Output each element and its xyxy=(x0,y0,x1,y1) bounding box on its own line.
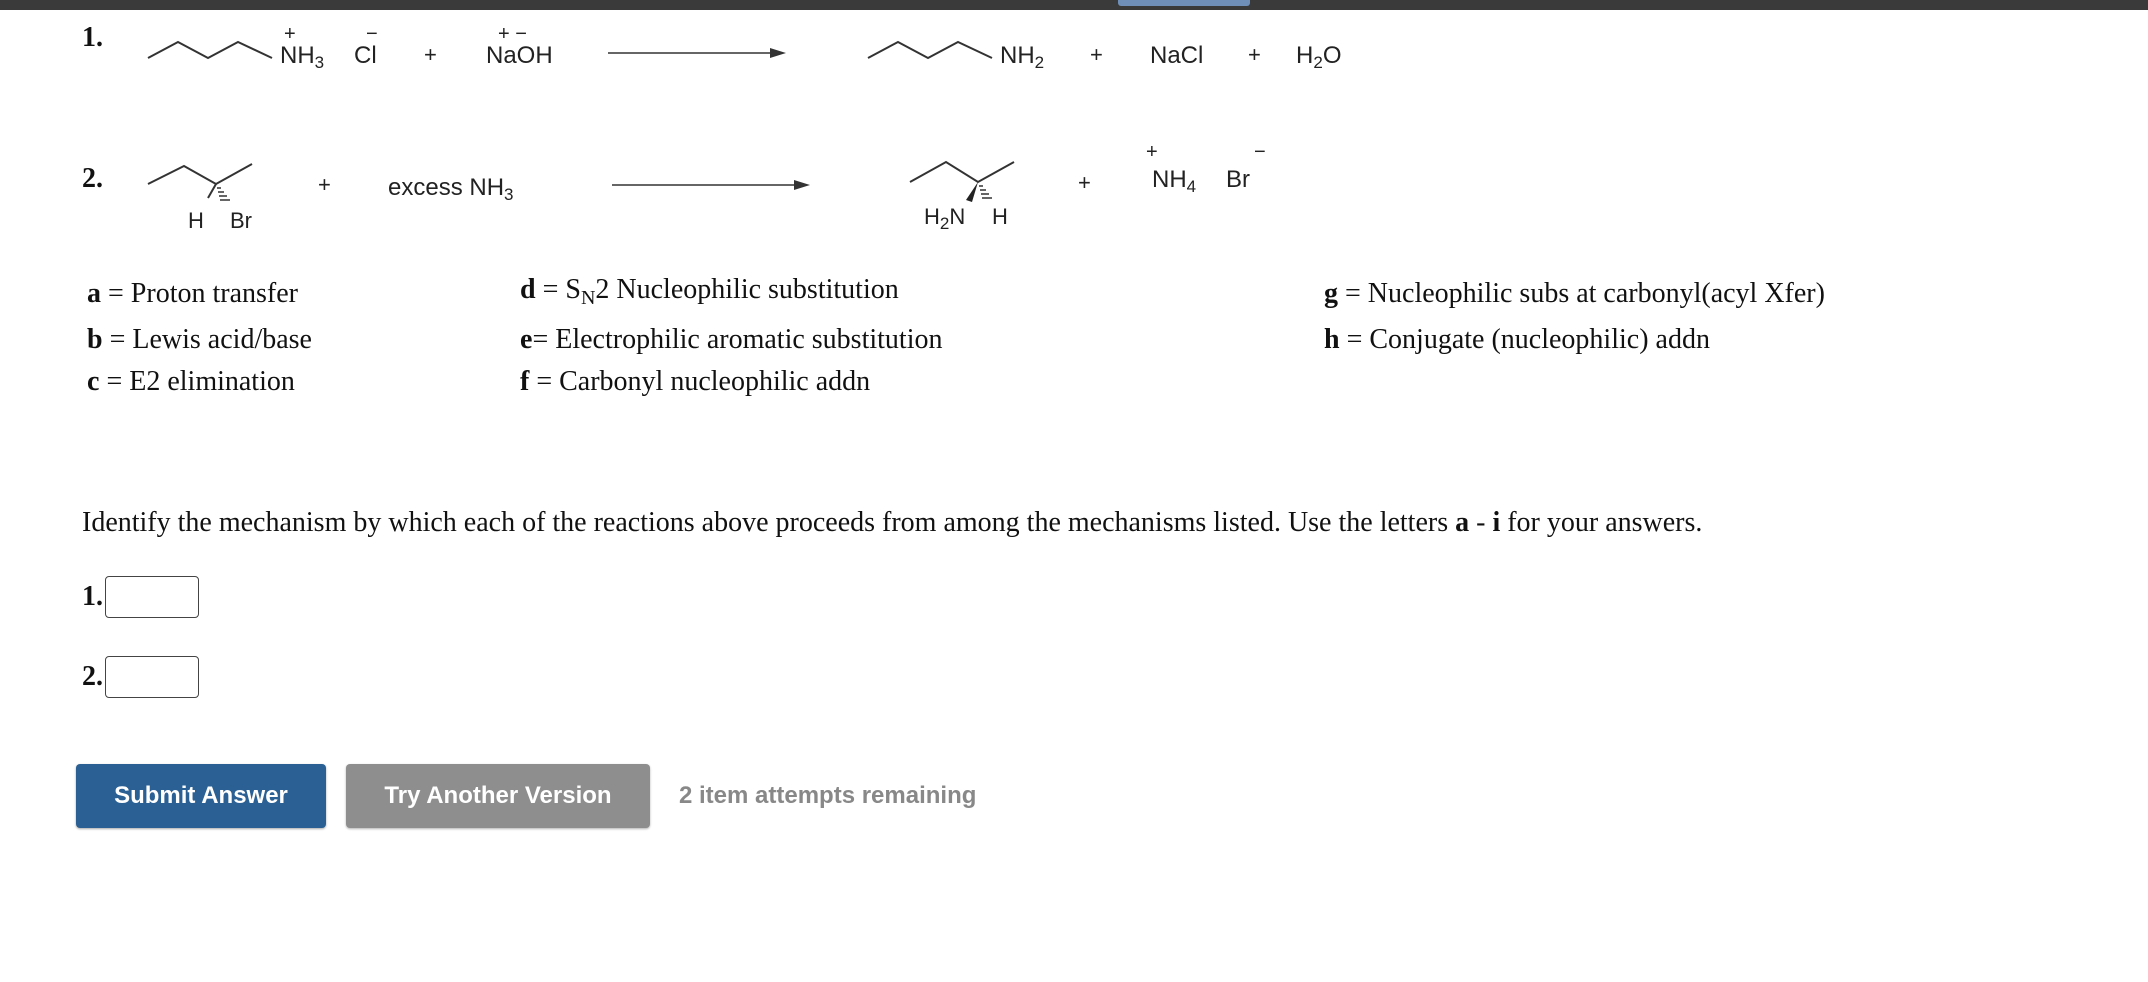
answer-1-label: 1. xyxy=(82,581,103,612)
reaction-2-arrow xyxy=(612,178,810,192)
mechanism-a: a = Proton transfer xyxy=(87,278,298,309)
reaction-1-cl-charge: − xyxy=(366,23,378,45)
mechanism-d: $d = S_N2$ Nucleophilic substitution xyxy=(520,274,899,309)
reaction-2-br-charge: − xyxy=(1254,141,1266,163)
reaction-1-nh2: $NH_2$ xyxy=(1000,42,1045,72)
reaction-1-nh3-charge: + xyxy=(284,23,296,45)
mechanism-h: h = Conjugate (nucleophilic) addn xyxy=(1324,324,1710,355)
reaction-1-product-skeleton xyxy=(868,30,998,60)
reaction-1-nacl: NaCl xyxy=(1150,42,1204,69)
reaction-1-plus-1: + xyxy=(424,42,437,67)
try-another-version-button[interactable]: Try Another Version xyxy=(346,764,650,828)
answer-2-label: 2. xyxy=(82,661,103,692)
reaction-1-plus-2: + xyxy=(1090,42,1103,67)
reaction-2-excess-nh3: excess $NH_3$ xyxy=(388,174,514,204)
mechanism-c: c = E2 elimination xyxy=(87,366,295,397)
reaction-1-arrow xyxy=(608,46,786,60)
reaction-2-plus-2: + xyxy=(1078,170,1091,195)
references-tab[interactable] xyxy=(1118,0,1250,6)
reaction-2-nh4-charge: + xyxy=(1146,141,1158,163)
top-bar xyxy=(0,0,2148,10)
answer-2-input[interactable] xyxy=(105,656,199,698)
reaction-1-h2o: $H_2O$ xyxy=(1296,42,1342,72)
reaction-1-nh3: $NH_3$ xyxy=(280,42,325,72)
mechanism-e: e= Electrophilic aromatic substitution xyxy=(520,324,943,355)
reaction-1-naoh: NaOH xyxy=(486,42,553,69)
submit-answer-button[interactable]: Submit Answer xyxy=(76,764,326,828)
reaction-2-number: 2. xyxy=(82,163,103,194)
reaction-2-product-h2n: $H_2N$ xyxy=(924,204,966,233)
reaction-2-reactant-br: Br xyxy=(230,208,252,233)
mechanism-g: g = Nucleophilic subs at carbonyl(acyl Xfer) xyxy=(1324,278,1825,309)
attempts-remaining: 2 item attempts remaining xyxy=(679,782,977,809)
reaction-2-br: Br xyxy=(1226,166,1250,193)
reaction-1-number: 1. xyxy=(82,22,103,53)
reaction-2-product-h: H xyxy=(992,204,1008,229)
question-prompt: Identify the mechanism by which each of the reactions above proceeds from among the mechanisms listed. Use the letters a - i for your answers. xyxy=(82,507,1703,538)
reaction-2-reactant-skeleton xyxy=(148,162,258,210)
reaction-1-naoh-charge: + − xyxy=(498,23,527,45)
reaction-2-reactant-h: H xyxy=(188,208,204,233)
mechanism-b: b = Lewis acid/base xyxy=(87,324,312,355)
reaction-1-plus-3: + xyxy=(1248,42,1261,67)
reaction-1-cl: Cl xyxy=(354,42,377,69)
reaction-1-reactant-skeleton xyxy=(148,30,278,60)
reaction-2-nh4: $NH_4$ xyxy=(1152,166,1197,196)
mechanism-f: f = Carbonyl nucleophilic addn xyxy=(520,366,871,397)
answer-1-input[interactable] xyxy=(105,576,199,618)
reaction-2-plus-1: + xyxy=(318,172,331,197)
reaction-2-product-skeleton xyxy=(910,158,1020,208)
